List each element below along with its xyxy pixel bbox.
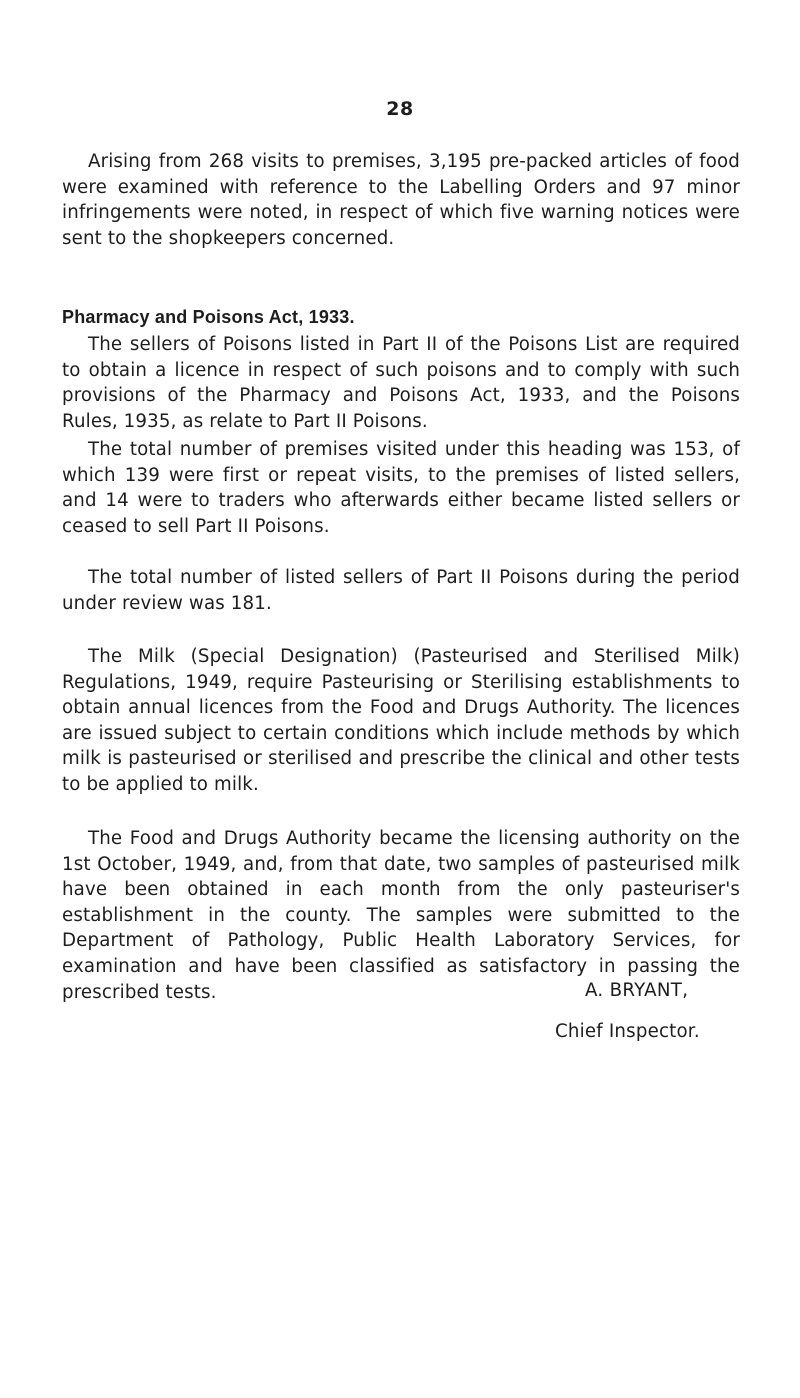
paragraph-listed-sellers xyxy=(62,565,740,616)
paragraph-milk-regulations xyxy=(62,644,740,798)
paragraph-premises-visited xyxy=(62,437,740,539)
paragraph-text: The total number of premises visited under this heading was 153, of which 139 were first or repeat visits, to the premises of listed sellers, and 14 were to traders who afterwards either became listed sellers or ceased to sell Part II Poisons. xyxy=(62,439,740,537)
paragraph-licensing-authority xyxy=(62,826,740,1005)
signature-title: Chief Inspector. xyxy=(555,1021,700,1042)
page-number: 28 xyxy=(386,98,414,120)
paragraph-text: The sellers of Poisons listed in Part II of the Poisons List are required to obtain a licence in respect of such poisons and to comply with such provisions of the Pharmacy and Poisons Act, 1933, and the Poisons Rules, 1935, as relate to Part II Poisons. xyxy=(62,334,740,432)
paragraph-text: The total number of listed sellers of Part II Poisons during the period under review was 181. xyxy=(62,567,740,614)
paragraph-text: The Milk (Special Designation) (Pasteurised and Sterilised Milk) Regulations, 1949, require Pasteurising or Sterilising establishments to obtain annual licences from the Food and Drugs Authority. The licences are issued subject to certain conditions which include methods by which milk is pasteurised or sterilised and prescribe the clinical and other tests to be applied to milk. xyxy=(62,646,740,795)
paragraph-poisons-licence xyxy=(62,332,740,434)
paragraph-text: The Food and Drugs Authority became the licensing authority on the 1st October, 1949, and, from that date, two samples of pasteurised milk have been obtained in each month from the only pasteuriser's establishment in the county. The samples were submitted to the Department of Pathology, Public Health Laboratory Services, for examination and have been classified as satisfactory in passing the prescribed tests. xyxy=(62,828,740,1003)
paragraph-labelling-orders xyxy=(62,149,740,251)
section-heading-pharmacy-poisons: Pharmacy and Poisons Act, 1933. xyxy=(62,307,355,327)
signature-name: A. BRYANT, xyxy=(585,980,689,1001)
paragraph-text: Arising from 268 visits to premises, 3,195 pre-packed articles of food were examined with reference to the Labelling Orders and 97 minor infringements were noted, in respect of which five warning notices were sent to the shopkeepers concerned. xyxy=(62,151,740,249)
